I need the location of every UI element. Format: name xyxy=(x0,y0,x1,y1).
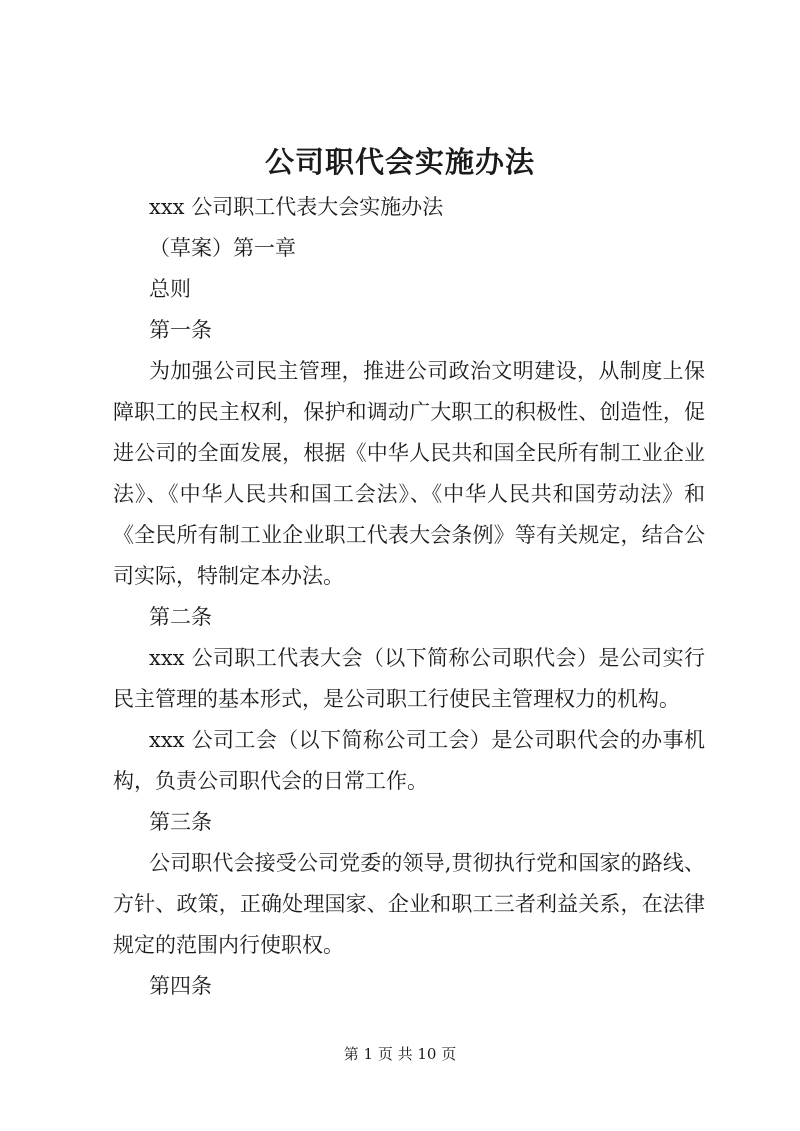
article-4-heading: 第四条 xyxy=(149,974,212,998)
document-body xyxy=(113,187,705,1007)
article-2-paragraph-1: xxx 公司职工代表大会（以下简称公司职代会）是公司实行民主管理的基本形式，是公司职工行使民主管理权力的机构。 xyxy=(113,646,705,711)
chapter-name: 总则 xyxy=(149,277,191,301)
article-2-heading: 第二条 xyxy=(149,605,212,629)
chapter-heading: （草案）第一章 xyxy=(149,236,296,260)
document-title: 公司职代会实施办法 xyxy=(264,145,535,179)
article-1-text: 为加强公司民主管理，推进公司政治文明建设，从制度上保障职工的民主权利，保护和调动广大职工的积极性、创造性，促进公司的全面发展，根据《中华人民共和国全民所有制工业企业法》、《中华人民共和国工会法》、《中华人民共和国劳动法》和《全民所有制工业企业职工代表大会条例》等有关规定，结合公司实际，特制定本办法。 xyxy=(113,359,705,588)
article-2-paragraph-2: xxx 公司工会（以下简称公司工会）是公司职代会的办事机构，负责公司职代会的日常工作。 xyxy=(113,728,705,793)
article-1-heading: 第一条 xyxy=(149,318,212,342)
document-subtitle: xxx 公司职工代表大会实施办法 xyxy=(149,195,444,219)
article-3-text: 公司职代会接受公司党委的领导,贯彻执行党和国家的路线、方针、政策，正确处理国家、企业和职工三者利益关系，在法律规定的范围内行使职权。 xyxy=(113,851,705,957)
page-number-footer: 第 1 页 共 10 页 xyxy=(343,1045,457,1063)
article-3-heading: 第三条 xyxy=(149,810,212,834)
